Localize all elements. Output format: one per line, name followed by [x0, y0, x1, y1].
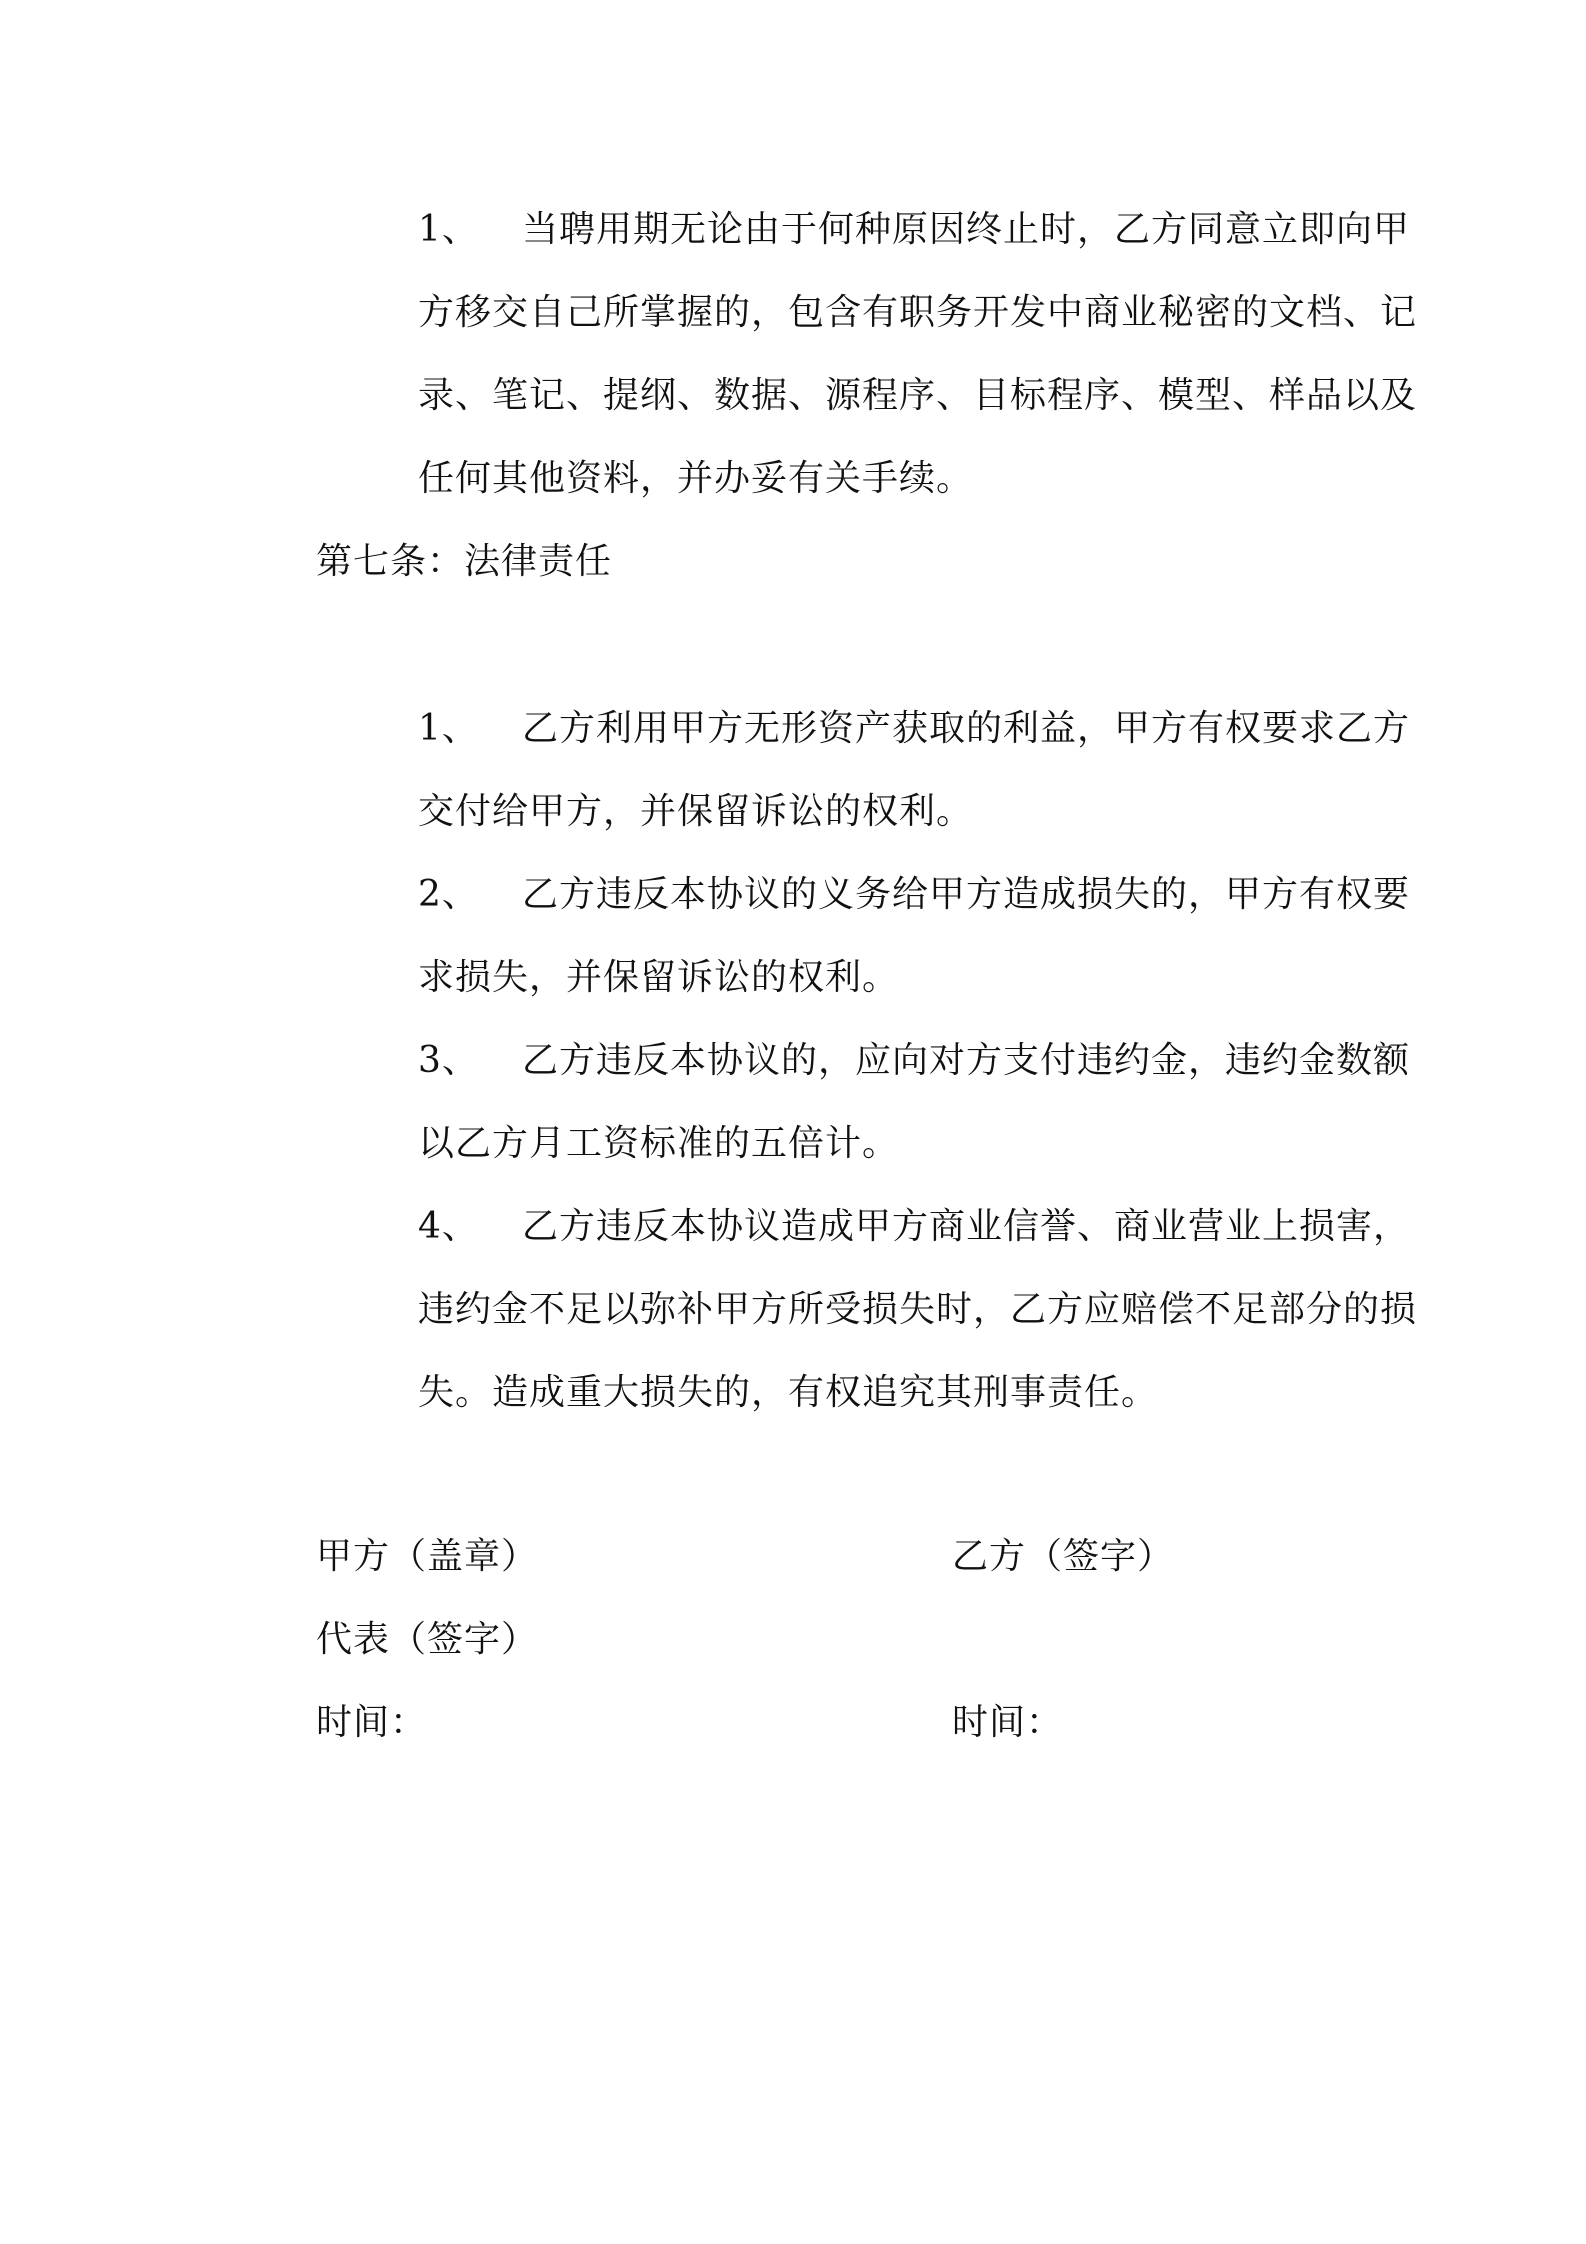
party-b-sign-label: 乙方（签字）: [952, 1536, 1175, 1577]
item-number: 1、: [418, 708, 479, 749]
item-number: 3、: [418, 1040, 479, 1081]
item-text: 当聘用期无论由于何种原因终止时，乙方同意立即向甲方移交自己所掌握的，包含有职务开发中商业秘密的文档、记录、笔记、提纲、数据、源程序、目标程序、模型、样品以及任何其他资料，并办妥有关手续。: [418, 209, 1418, 499]
article7-item-2: [345, 853, 1428, 1019]
item-number: 1、: [418, 209, 479, 250]
item-number: 2、: [418, 874, 479, 915]
item-number: 4、: [418, 1206, 479, 1247]
article7-heading: [316, 520, 612, 603]
party-b-time-label: 时间：: [952, 1702, 1064, 1743]
item-text: 乙方违反本协议的义务给甲方造成损失的，甲方有权要求损失，并保留诉讼的权利。: [418, 874, 1411, 998]
item-text: 乙方利用甲方无形资产获取的利益，甲方有权要求乙方交付给甲方，并保留诉讼的权利。: [418, 708, 1411, 832]
representative-sign-label: 代表（签字）: [316, 1619, 539, 1660]
clause6-item-1: [345, 188, 1428, 520]
article-prefix: 第七条：: [316, 541, 465, 582]
item-text: 乙方违反本协议的，应向对方支付违约金，违约金数额以乙方月工资标准的五倍计。: [418, 1040, 1411, 1164]
article-title: 法律责任: [464, 541, 613, 582]
item-text: 乙方违反本协议造成甲方商业信誉、商业营业上损害，违约金不足以弥补甲方所受损失时，乙方应赔偿不足部分的损失。造成重大损失的，有权追究其刑事责任。: [418, 1206, 1418, 1413]
article7-item-3: [345, 1019, 1428, 1185]
party-a-time-label: 时间：: [316, 1702, 428, 1743]
article7-item-1: [345, 687, 1428, 853]
article7-item-4: [345, 1185, 1428, 1434]
party-a-seal-label: 甲方（盖章）: [316, 1536, 539, 1577]
